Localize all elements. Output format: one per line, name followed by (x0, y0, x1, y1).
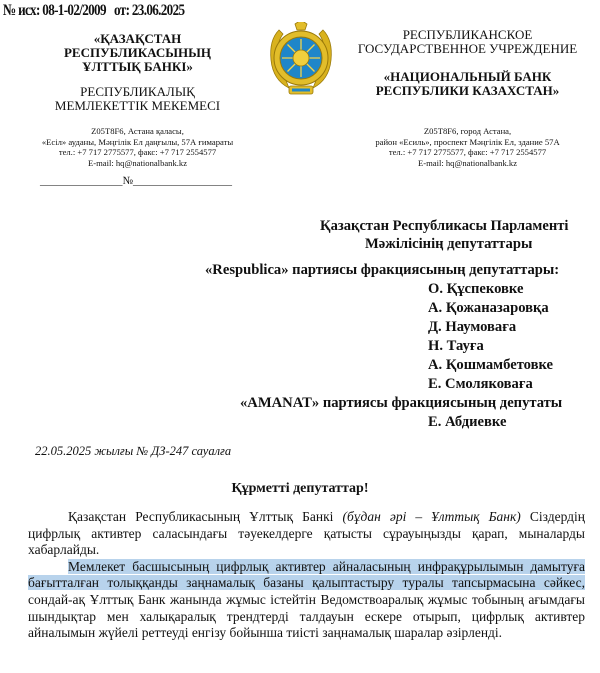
faction1-heading: «Respublica» партиясы фракциясының депутаттары: (205, 262, 560, 278)
faction2-heading: «AMANAT» партиясы фракциясының депутаты (240, 395, 563, 411)
body-p1-start: Қазақстан Республикасының Ұлттық Банкі (68, 509, 343, 524)
highlighted-text[interactable]: Мемлекет басшысының цифрлық активтер айналасының инфрақұрылымын дамытуға бағытталған толыққанды заңнамалық базаны қалыптастыру туралы тапсырмасына сәйкес, (28, 558, 585, 591)
faction1-member: А. Қожаназаровқа (428, 300, 549, 316)
body-p1-end: Сіздердің цифрлық активтер саласындағы тәуекелдерге қатысты сұрауыңызды қарап, мыналарды хабарлайды. (28, 509, 585, 558)
outgoing-date: от: 23.06.2025 (114, 2, 185, 19)
faction1-member: Е. Смоляковаға (428, 376, 533, 392)
right-address-line2: район «Есиль», проспект Мәңгілік Ел, здание 57А (375, 136, 560, 147)
body-paragraph-2 (28, 559, 585, 642)
left-org-type2: МЕМЛЕКЕТТІК МЕКЕМЕСІ (54, 98, 221, 113)
left-org-line2: РЕСПУБЛИКАСЫНЫҢ (63, 45, 212, 60)
right-org-line1: «НАЦИОНАЛЬНЫЙ БАНК (383, 69, 552, 84)
faction2-member: Е. Абдиевке (428, 414, 507, 430)
right-org-name (345, 70, 590, 98)
right-org-type2: ГОСУДАРСТВЕННОЕ УЧРЕЖДЕНИЕ (357, 41, 578, 56)
left-address-line4: E-mail: hq@nationalbank.kz (87, 157, 188, 168)
state-emblem-icon (265, 22, 337, 98)
right-address-line4: E-mail: hq@nationalbank.kz (417, 157, 518, 168)
left-address-line1: Z05T8F6, Астана қаласы, (91, 126, 184, 136)
outgoing-number: № исх: 08-1-02/2009 (3, 2, 106, 19)
body-paragraph-1 (28, 509, 585, 559)
outgoing-stamp (3, 2, 184, 20)
left-org-line1: «ҚАЗАҚСТАН (93, 31, 182, 46)
request-reference: 22.05.2025 жылғы № ДЗ-247 сауалға (35, 444, 232, 458)
letter-body (28, 509, 585, 642)
registration-line: _______________№__________________ (40, 175, 232, 187)
left-org-name (10, 32, 265, 74)
right-address-line1: Z05T8F6, город Астана, (423, 126, 512, 136)
faction1-member: О. Құспековке (428, 281, 524, 297)
faction1-member: Д. Наумоваға (428, 319, 517, 335)
right-org-line2: РЕСПУБЛИКИ КАЗАХСТАН» (375, 83, 560, 98)
left-org-type (10, 85, 265, 113)
right-org-type (345, 28, 590, 56)
recipient-title-line1: Қазақстан Республикасы Парламенті (320, 218, 569, 234)
body-p2-rest: сондай-ақ Ұлттық Банк жанында жұмыс істейтін Ведомствоаралық жұмыс тобының ағымдағы шындықтар мен халықаралық трендтерді талдауын ескере отырып, цифрлық активтер айналымын жүйелі реттеуді енгізу бойынша тиісті заңнамалық шаралар әзірленді. (28, 591, 585, 641)
body-p1-abbreviation: (бұдан әрі – Ұлттық Банк) (342, 509, 521, 524)
greeting: Құрметті депутаттар! (231, 481, 369, 496)
left-address-line2: «Есіл» ауданы, Мәңгілік Ел даңғылы, 57А ғимараты (41, 136, 234, 147)
faction1-member: А. Қошмамбетовке (428, 357, 554, 373)
left-org-type1: РЕСПУБЛИКАЛЫҚ (80, 84, 195, 99)
left-org-address (10, 126, 265, 168)
left-address-line3: тел.: +7 717 2775577, факс: +7 717 2554577 (58, 147, 217, 157)
faction1-member: Н. Тауға (428, 338, 484, 354)
right-org-type1: РЕСПУБЛИКАНСКОЕ (402, 27, 533, 42)
right-address-line3: тел.: +7 717 2775577, факс: +7 717 2554577 (388, 147, 547, 157)
recipient-title-line2: Мәжілісінің депутаттары (365, 236, 533, 252)
right-org-address (345, 126, 590, 168)
left-org-line3: ҰЛТТЫҚ БАНКІ» (82, 59, 193, 74)
